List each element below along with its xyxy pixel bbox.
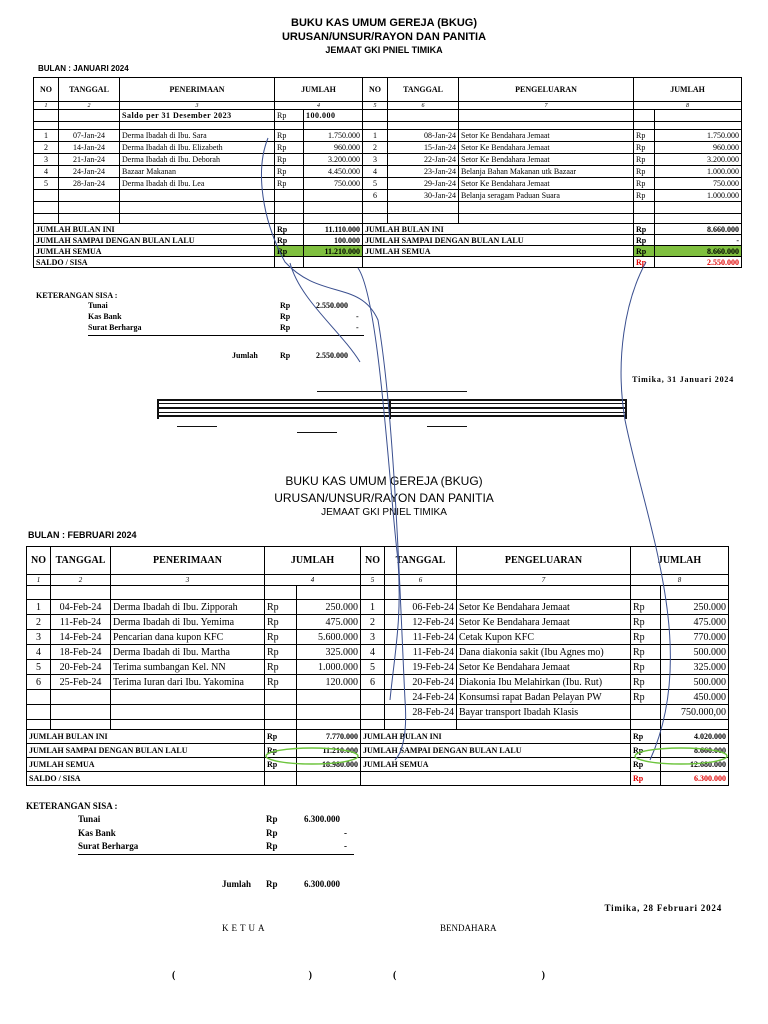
expense-desc: Bayar transport Ibadah Klasis: [457, 705, 631, 720]
receipt-no: 4: [27, 645, 51, 660]
expense-no: 1: [361, 600, 385, 615]
sum-left-value: 100.000: [304, 235, 363, 246]
expense-no: 5: [361, 660, 385, 675]
expense-no: 6: [361, 675, 385, 690]
rp: Rp: [631, 730, 661, 744]
col-no-out: NO: [361, 547, 385, 575]
receipt-desc: Derma Ibadah di Ibu. Elizabeth: [120, 142, 275, 154]
ket-title: KETERANGAN SISA :: [36, 291, 118, 300]
saldo-value: 100.000: [304, 110, 363, 122]
expense-amount: 750.000: [655, 178, 742, 190]
col-expenses: PENGELUARAN: [459, 78, 634, 102]
col-date: TANGGAL: [51, 547, 111, 575]
receipt-amount: 3.200.000: [304, 154, 363, 166]
colnum: 2: [51, 575, 111, 586]
expense-amount: 1.000.000: [655, 166, 742, 178]
sum-label: JUMLAH BULAN INI: [361, 730, 631, 744]
receipt-amount: 960.000: [304, 142, 363, 154]
sum-left-value: 18.980.000: [297, 758, 361, 772]
rp: Rp: [265, 758, 297, 772]
rp: Rp: [631, 675, 661, 690]
expense-desc: Belanja seragam Paduan Suara: [459, 190, 634, 202]
sum-label: JUMLAH SAMPAI DENGAN BULAN LALU: [34, 235, 275, 246]
rp: Rp: [266, 879, 278, 889]
sum-right-value: 4.020.000: [661, 730, 729, 744]
jan-church-name: JEMAAT GKI PNIEL TIMIKA: [325, 45, 443, 55]
receipt-desc: Derma Ibadah di Ibu. Lea: [120, 178, 275, 190]
sum-label: JUMLAH SAMPAI DENGAN BULAN LALU: [361, 744, 631, 758]
expense-no: 5: [363, 178, 388, 190]
ket-label: Tunai: [88, 301, 108, 310]
ket-label: Surat Berharga: [88, 323, 142, 332]
expense-no: 6: [363, 190, 388, 202]
receipt-desc: Derma Ibadah di Ibu. Martha: [111, 645, 265, 660]
jumlah-value: 6.300.000: [304, 879, 340, 889]
expense-date: 20-Feb-24: [385, 675, 457, 690]
feb-church-name: JEMAAT GKI PNIEL TIMIKA: [321, 507, 447, 518]
ket-value: -: [344, 828, 347, 838]
feb-title: BUKU KAS UMUM GEREJA (BKUG): [285, 474, 483, 488]
rp: Rp: [634, 154, 655, 166]
expense-date: 22-Jan-24: [388, 154, 459, 166]
rp: Rp: [265, 660, 297, 675]
expense-date: 23-Jan-24: [388, 166, 459, 178]
receipt-amount: 5.600.000: [297, 630, 361, 645]
sum-right-value: 8.660.000: [655, 246, 742, 257]
sig-close: ): [541, 970, 545, 981]
annotation-line: [290, 263, 360, 362]
expense-amount: 1.750.000: [655, 130, 742, 142]
receipt-no: 1: [34, 130, 59, 142]
colnum: 5: [361, 575, 385, 586]
sum-left-value: 11.110.000: [304, 224, 363, 235]
sum-label: JUMLAH BULAN INI: [27, 730, 265, 744]
receipt-date: 25-Feb-24: [51, 675, 111, 690]
receipt-date: 11-Feb-24: [51, 615, 111, 630]
receipt-desc: Terima sumbangan Kel. NN: [111, 660, 265, 675]
ket-label: Tunai: [78, 814, 101, 824]
expense-amount: 960.000: [655, 142, 742, 154]
col-amount: JUMLAH: [265, 547, 361, 575]
expense-desc: Setor Ke Bendahara Jemaat: [459, 178, 634, 190]
annotation-circle: [266, 748, 358, 764]
colnum: 6: [388, 102, 459, 110]
colnum: 8: [631, 575, 729, 586]
rp: Rp: [631, 615, 661, 630]
receipt-desc: Derma Ibadah di Ibu. Yemima: [111, 615, 265, 630]
jan-subtitle: URUSAN/UNSUR/RAYON DAN PANITIA: [281, 31, 487, 43]
expense-desc: Cetak Kupon KFC: [457, 630, 631, 645]
colnum: 3: [111, 575, 265, 586]
col-no: NO: [27, 547, 51, 575]
receipt-no: 6: [27, 675, 51, 690]
saldo-label: Saldo per 31 Desember 2023: [120, 110, 275, 122]
bendahara-label: BENDAHARA: [440, 923, 497, 933]
rp: Rp: [280, 323, 291, 332]
expense-no: 2: [363, 142, 388, 154]
colnum: 4: [275, 102, 363, 110]
jumlah-value: 2.550.000: [316, 351, 348, 360]
rp: Rp: [631, 645, 661, 660]
rp: Rp: [265, 675, 297, 690]
expense-desc: Dana diakonia sakit (Ibu Agnes mo): [457, 645, 631, 660]
expense-date: 06-Feb-24: [385, 600, 457, 615]
expense-desc: Belanja Bahan Makanan utk Bazaar: [459, 166, 634, 178]
expense-amount: 500.000: [661, 645, 729, 660]
ketua-label: KETUA: [222, 923, 268, 933]
expense-date: 08-Jan-24: [388, 130, 459, 142]
jan-month-label: BULAN : JANUARI 2024: [38, 64, 129, 73]
receipt-date: 20-Feb-24: [51, 660, 111, 675]
colnum: 8: [634, 102, 742, 110]
rp: Rp: [634, 246, 655, 257]
rp: Rp: [634, 178, 655, 190]
expense-amount: 750.000,00: [661, 705, 729, 720]
ket-value: -: [356, 312, 359, 321]
receipt-no: 3: [27, 630, 51, 645]
receipt-desc: Bazaar Makanan: [120, 166, 275, 178]
rp: Rp: [631, 744, 661, 758]
sum-label: JUMLAH SEMUA: [27, 758, 265, 772]
rp: Rp: [631, 660, 661, 675]
rp: Rp: [631, 630, 661, 645]
sig-close: ): [308, 970, 312, 981]
expense-amount: 250.000: [661, 600, 729, 615]
col-amount-out: JUMLAH: [631, 547, 729, 575]
sum-left-value: 11.210.000: [297, 744, 361, 758]
expense-amount: 770.000: [661, 630, 729, 645]
expense-desc: Konsumsi rapat Badan Pelayan PW: [457, 690, 631, 705]
saldo-sisa-value: 2.550.000: [655, 257, 742, 268]
col-date-out: TANGGAL: [385, 547, 457, 575]
col-no: NO: [34, 78, 59, 102]
sum-label: JUMLAH BULAN INI: [363, 224, 634, 235]
ket-label: Surat Berharga: [78, 841, 139, 851]
expense-date: 24-Feb-24: [385, 690, 457, 705]
receipt-desc: Terima Iuran dari Ibu. Yakomina: [111, 675, 265, 690]
rp: Rp: [275, 246, 304, 257]
sum-right-value: 8.660.000: [661, 744, 729, 758]
sum-right-value: 8.660.000: [655, 224, 742, 235]
col-amount: JUMLAH: [275, 78, 363, 102]
receipt-amount: 120.000: [297, 675, 361, 690]
rp: Rp: [631, 758, 661, 772]
rp: Rp: [275, 166, 304, 178]
expense-no: 4: [361, 645, 385, 660]
sum-label: JUMLAH SAMPAI DENGAN BULAN LALU: [27, 744, 265, 758]
colnum: 1: [34, 102, 59, 110]
colnum: 7: [457, 575, 631, 586]
expense-date: 30-Jan-24: [388, 190, 459, 202]
expense-amount: 450.000: [661, 690, 729, 705]
rp: Rp: [280, 351, 291, 360]
rp: Rp: [634, 190, 655, 202]
receipt-amount: 750.000: [304, 178, 363, 190]
rp: Rp: [265, 730, 297, 744]
rp: Rp: [634, 142, 655, 154]
jan-title: BUKU KAS UMUM GEREJA (BKUG): [291, 17, 477, 29]
receipt-date: 24-Jan-24: [59, 166, 120, 178]
feb-month-label: BULAN : FEBRUARI 2024: [28, 530, 137, 540]
rp: Rp: [266, 841, 278, 851]
receipt-amount: 1.750.000: [304, 130, 363, 142]
sum-label: JUMLAH SEMUA: [34, 246, 275, 257]
receipt-amount: 250.000: [297, 600, 361, 615]
sum-right-value: -: [655, 235, 742, 246]
expense-date: 29-Jan-24: [388, 178, 459, 190]
rp: Rp: [265, 630, 297, 645]
expense-no: 1: [363, 130, 388, 142]
sum-label: SALDO / SISA: [34, 257, 275, 268]
colnum: 4: [265, 575, 361, 586]
sum-left-value: 7.770.000: [297, 730, 361, 744]
colnum: 5: [363, 102, 388, 110]
feb-subtitle: URUSAN/UNSUR/RAYON DAN PANITIA: [274, 491, 494, 505]
rp: Rp: [275, 224, 304, 235]
receipt-amount: 325.000: [297, 645, 361, 660]
ket-value: 6.300.000: [304, 814, 340, 824]
jumlah-label: Jumlah: [232, 351, 258, 360]
ket-label: Kas Bank: [78, 828, 116, 838]
feb-place-date: Timika, 28 Februari 2024: [604, 903, 722, 913]
rp: Rp: [265, 744, 297, 758]
expense-date: 11-Feb-24: [385, 630, 457, 645]
expense-date: 12-Feb-24: [385, 615, 457, 630]
receipt-date: 04-Feb-24: [51, 600, 111, 615]
expense-date: 11-Feb-24: [385, 645, 457, 660]
rp: Rp: [280, 312, 291, 321]
col-date-out: TANGGAL: [388, 78, 459, 102]
rp: Rp: [275, 154, 304, 166]
rp: Rp: [275, 178, 304, 190]
sum-right-value: 12.680.000: [661, 758, 729, 772]
receipt-desc: Derma Ibadah di Ibu. Deborah: [120, 154, 275, 166]
receipt-amount: 475.000: [297, 615, 361, 630]
rp: Rp: [280, 301, 291, 310]
receipt-date: 14-Jan-24: [59, 142, 120, 154]
receipt-no: 4: [34, 166, 59, 178]
receipt-amount: 1.000.000: [297, 660, 361, 675]
annotation-circle: [635, 748, 727, 764]
rp: Rp: [631, 690, 661, 705]
rp: Rp: [275, 142, 304, 154]
sum-label: JUMLAH SAMPAI DENGAN BULAN LALU: [363, 235, 634, 246]
receipt-desc: Derma Ibadah di Ibu. Sara: [120, 130, 275, 142]
ket-label: Kas Bank: [88, 312, 122, 321]
expense-no: 3: [363, 154, 388, 166]
expense-desc: Diakonia Ibu Melahirkan (Ibu. Rut): [457, 675, 631, 690]
rp: Rp: [265, 615, 297, 630]
rp: Rp: [634, 257, 655, 268]
col-no-out: NO: [363, 78, 388, 102]
sum-label: JUMLAH SEMUA: [363, 246, 634, 257]
rp: Rp: [266, 814, 278, 824]
col-expenses: PENGELUARAN: [457, 547, 631, 575]
expense-desc: Setor Ke Bendahara Jemaat: [459, 154, 634, 166]
expense-no: 4: [363, 166, 388, 178]
col-amount-out: JUMLAH: [634, 78, 742, 102]
expense-amount: 3.200.000: [655, 154, 742, 166]
receipt-amount: 4.450.000: [304, 166, 363, 178]
expense-amount: 475.000: [661, 615, 729, 630]
expense-desc: Setor Ke Bendahara Jemaat: [457, 600, 631, 615]
annotation-line: [358, 268, 399, 700]
expense-amount: 1.000.000: [655, 190, 742, 202]
sig-open: (: [172, 970, 176, 981]
ket-value: -: [356, 323, 359, 332]
receipt-desc: Pencarian dana kupon KFC: [111, 630, 265, 645]
sum-label: JUMLAH SEMUA: [361, 758, 631, 772]
expense-desc: Setor Ke Bendahara Jemaat: [459, 130, 634, 142]
col-receipts: PENERIMAAN: [111, 547, 265, 575]
receipt-date: 14-Feb-24: [51, 630, 111, 645]
col-date: TANGGAL: [59, 78, 120, 102]
ket-value: 2.550.000: [316, 301, 348, 310]
expense-date: 28-Feb-24: [385, 705, 457, 720]
receipt-date: 28-Jan-24: [59, 178, 120, 190]
receipt-no: 2: [27, 615, 51, 630]
receipt-date: 21-Jan-24: [59, 154, 120, 166]
expense-desc: Setor Ke Bendahara Jemaat: [459, 142, 634, 154]
col-receipts: PENERIMAAN: [120, 78, 275, 102]
expense-amount: 500.000: [661, 675, 729, 690]
receipt-no: 5: [34, 178, 59, 190]
rp: Rp: [265, 600, 297, 615]
sum-left-value: 11.210.000: [304, 246, 363, 257]
rp: Rp: [634, 235, 655, 246]
annotation-arrow-left: [262, 138, 406, 760]
rp: Rp: [634, 130, 655, 142]
rp: Rp: [265, 645, 297, 660]
sum-label: JUMLAH BULAN INI: [34, 224, 275, 235]
rp: Rp: [634, 224, 655, 235]
colnum: 3: [120, 102, 275, 110]
expense-amount: 325.000: [661, 660, 729, 675]
expense-no: 3: [361, 630, 385, 645]
ket-value: -: [344, 841, 347, 851]
receipt-no: 1: [27, 600, 51, 615]
expense-desc: Setor Ke Bendahara Jemaat: [457, 615, 631, 630]
rp: Rp: [631, 772, 661, 786]
expense-no: 2: [361, 615, 385, 630]
jumlah-label: Jumlah: [222, 879, 252, 889]
rp: Rp: [266, 828, 278, 838]
rp: Rp: [275, 235, 304, 246]
receipt-no: 3: [34, 154, 59, 166]
jan-place-date: Timika, 31 Januari 2024: [632, 375, 734, 384]
rp: Rp: [275, 110, 304, 122]
expense-date: 19-Feb-24: [385, 660, 457, 675]
rp: Rp: [631, 600, 661, 615]
receipt-date: 07-Jan-24: [59, 130, 120, 142]
expense-desc: Setor Ke Bendahara Jemaat: [457, 660, 631, 675]
sig-open: (: [393, 970, 397, 981]
sum-label: SALDO / SISA: [27, 772, 265, 786]
receipt-no: 5: [27, 660, 51, 675]
rp: Rp: [634, 166, 655, 178]
colnum: 2: [59, 102, 120, 110]
colnum: 1: [27, 575, 51, 586]
rp: Rp: [275, 130, 304, 142]
receipt-date: 18-Feb-24: [51, 645, 111, 660]
receipt-desc: Derma Ibadah di Ibu. Zipporah: [111, 600, 265, 615]
annotation-arrow-right: [621, 262, 670, 760]
ket-title: KETERANGAN SISA :: [26, 801, 118, 811]
saldo-sisa-value: 6.300.000: [661, 772, 729, 786]
receipt-no: 2: [34, 142, 59, 154]
colnum: 7: [459, 102, 634, 110]
expense-date: 15-Jan-24: [388, 142, 459, 154]
colnum: 6: [385, 575, 457, 586]
